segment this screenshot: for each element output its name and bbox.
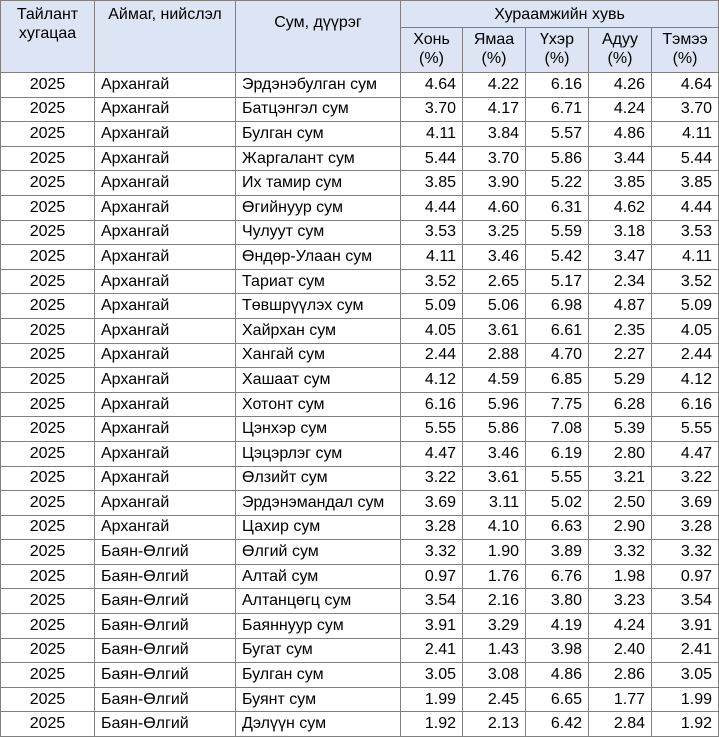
cell-aimag: Архангай: [95, 491, 236, 516]
cell-horse: 2.35: [589, 318, 652, 343]
cell-cattle: 3.98: [526, 638, 589, 663]
cell-horse: 2.40: [589, 638, 652, 663]
header-camel: Тэмээ (%): [652, 28, 719, 73]
cell-cattle: 6.98: [526, 294, 589, 319]
cell-goat: 5.96: [463, 392, 526, 417]
cell-sheep: 2.41: [401, 638, 463, 663]
cell-goat: 3.84: [463, 122, 526, 147]
table-row: [1, 614, 719, 639]
cell-camel: 3.91: [652, 614, 719, 639]
cell-horse: 3.47: [589, 245, 652, 270]
cell-aimag: Архангай: [95, 318, 236, 343]
cell-aimag: Архангай: [95, 417, 236, 442]
cell-sheep: 3.54: [401, 589, 463, 614]
header-cattle: Үхэр (%): [526, 28, 589, 73]
cell-sheep: 1.92: [401, 712, 463, 737]
cell-sheep: 4.11: [401, 245, 463, 270]
cell-camel: 5.55: [652, 417, 719, 442]
cell-camel: 4.12: [652, 368, 719, 393]
cell-cattle: 7.08: [526, 417, 589, 442]
cell-aimag: Баян-Өлгий: [95, 564, 236, 589]
cell-aimag: Архангай: [95, 269, 236, 294]
cell-horse: 2.34: [589, 269, 652, 294]
table-row: [1, 73, 719, 98]
cell-year: 2025: [1, 171, 95, 196]
cell-aimag: Архангай: [95, 392, 236, 417]
cell-sheep: 1.99: [401, 687, 463, 712]
cell-year: 2025: [1, 392, 95, 417]
cell-cattle: 5.17: [526, 269, 589, 294]
table-row: [1, 589, 719, 614]
cell-aimag: Архангай: [95, 73, 236, 98]
cell-horse: 2.80: [589, 441, 652, 466]
cell-horse: 4.62: [589, 195, 652, 220]
cell-sum: Батцэнгэл сум: [236, 97, 401, 122]
cell-year: 2025: [1, 220, 95, 245]
header-row-top: [1, 1, 719, 28]
cell-horse: 3.85: [589, 171, 652, 196]
cell-camel: 0.97: [652, 564, 719, 589]
cell-sum: Их тамир сум: [236, 171, 401, 196]
cell-cattle: 6.19: [526, 441, 589, 466]
cell-year: 2025: [1, 589, 95, 614]
cell-camel: 1.99: [652, 687, 719, 712]
table-row: [1, 712, 719, 737]
cell-sheep: 3.05: [401, 663, 463, 688]
cell-sum: Цэцэрлэг сум: [236, 441, 401, 466]
cell-sheep: 3.85: [401, 171, 463, 196]
table-row: [1, 663, 719, 688]
cell-year: 2025: [1, 614, 95, 639]
cell-cattle: 6.85: [526, 368, 589, 393]
cell-camel: 3.53: [652, 220, 719, 245]
cell-goat: 3.11: [463, 491, 526, 516]
table-row: [1, 318, 719, 343]
cell-sheep: 4.05: [401, 318, 463, 343]
cell-aimag: Архангай: [95, 122, 236, 147]
cell-goat: 2.88: [463, 343, 526, 368]
cell-sheep: 0.97: [401, 564, 463, 589]
cell-aimag: Архангай: [95, 97, 236, 122]
cell-horse: 4.24: [589, 614, 652, 639]
cell-camel: 4.44: [652, 195, 719, 220]
cell-sheep: 4.11: [401, 122, 463, 147]
cell-sheep: 5.55: [401, 417, 463, 442]
cell-year: 2025: [1, 269, 95, 294]
header-sum: Сум, дүүрэг: [236, 1, 401, 73]
cell-year: 2025: [1, 245, 95, 270]
cell-sum: Буянт сум: [236, 687, 401, 712]
cell-sum: Өлзийт сум: [236, 466, 401, 491]
cell-sum: Хангай сум: [236, 343, 401, 368]
cell-aimag: Баян-Өлгий: [95, 712, 236, 737]
cell-goat: 4.10: [463, 515, 526, 540]
cell-aimag: Архангай: [95, 294, 236, 319]
cell-camel: 3.69: [652, 491, 719, 516]
cell-camel: 4.47: [652, 441, 719, 466]
cell-camel: 2.41: [652, 638, 719, 663]
cell-sheep: 3.53: [401, 220, 463, 245]
cell-horse: 2.86: [589, 663, 652, 688]
cell-goat: 3.29: [463, 614, 526, 639]
cell-aimag: Баян-Өлгий: [95, 540, 236, 565]
cell-horse: 6.28: [589, 392, 652, 417]
table-row: [1, 515, 719, 540]
cell-aimag: Баян-Өлгий: [95, 687, 236, 712]
cell-sum: Жаргалант сум: [236, 146, 401, 171]
cell-sheep: 4.64: [401, 73, 463, 98]
cell-sum: Цэнхэр сум: [236, 417, 401, 442]
cell-year: 2025: [1, 146, 95, 171]
cell-goat: 1.76: [463, 564, 526, 589]
cell-aimag: Архангай: [95, 466, 236, 491]
cell-horse: 4.86: [589, 122, 652, 147]
cell-camel: 3.05: [652, 663, 719, 688]
cell-camel: 4.11: [652, 245, 719, 270]
table-row: [1, 294, 719, 319]
cell-sum: Булган сум: [236, 122, 401, 147]
cell-cattle: 4.70: [526, 343, 589, 368]
table-row: [1, 195, 719, 220]
cell-horse: 2.27: [589, 343, 652, 368]
table-row: [1, 343, 719, 368]
cell-horse: 5.29: [589, 368, 652, 393]
cell-camel: 3.52: [652, 269, 719, 294]
cell-goat: 4.17: [463, 97, 526, 122]
cell-goat: 5.86: [463, 417, 526, 442]
table-row: [1, 122, 719, 147]
cell-horse: 5.39: [589, 417, 652, 442]
cell-horse: 3.18: [589, 220, 652, 245]
cell-goat: 3.46: [463, 245, 526, 270]
table-row: [1, 171, 719, 196]
cell-camel: 5.09: [652, 294, 719, 319]
cell-cattle: 3.89: [526, 540, 589, 565]
cell-sheep: 4.47: [401, 441, 463, 466]
cell-sheep: 5.44: [401, 146, 463, 171]
cell-sheep: 6.16: [401, 392, 463, 417]
table-row: [1, 417, 719, 442]
cell-camel: 4.64: [652, 73, 719, 98]
cell-cattle: 5.02: [526, 491, 589, 516]
cell-camel: 4.05: [652, 318, 719, 343]
cell-cattle: 3.80: [526, 589, 589, 614]
cell-year: 2025: [1, 73, 95, 98]
cell-sheep: 5.09: [401, 294, 463, 319]
table-row: [1, 491, 719, 516]
cell-sheep: 3.70: [401, 97, 463, 122]
cell-goat: 3.08: [463, 663, 526, 688]
cell-sum: Тариат сум: [236, 269, 401, 294]
cell-year: 2025: [1, 441, 95, 466]
cell-horse: 4.24: [589, 97, 652, 122]
cell-aimag: Архангай: [95, 195, 236, 220]
cell-camel: 3.32: [652, 540, 719, 565]
cell-cattle: 6.76: [526, 564, 589, 589]
cell-year: 2025: [1, 368, 95, 393]
cell-sum: Өгийнуур сум: [236, 195, 401, 220]
cell-cattle: 4.86: [526, 663, 589, 688]
header-rate-group: Хураамжийн хувь: [401, 1, 719, 28]
cell-sum: Чулуут сум: [236, 220, 401, 245]
cell-aimag: Баян-Өлгий: [95, 614, 236, 639]
cell-goat: 2.45: [463, 687, 526, 712]
cell-aimag: Архангай: [95, 343, 236, 368]
table-body: [1, 73, 719, 737]
cell-sheep: 3.69: [401, 491, 463, 516]
cell-year: 2025: [1, 97, 95, 122]
cell-camel: 3.54: [652, 589, 719, 614]
cell-goat: 3.25: [463, 220, 526, 245]
cell-cattle: 6.61: [526, 318, 589, 343]
table-row: [1, 638, 719, 663]
cell-sum: Бугат сум: [236, 638, 401, 663]
cell-aimag: Архангай: [95, 368, 236, 393]
table-row: [1, 441, 719, 466]
cell-cattle: 6.42: [526, 712, 589, 737]
cell-goat: 4.59: [463, 368, 526, 393]
cell-year: 2025: [1, 638, 95, 663]
cell-cattle: 4.19: [526, 614, 589, 639]
cell-horse: 3.32: [589, 540, 652, 565]
cell-year: 2025: [1, 564, 95, 589]
table-header: [1, 1, 719, 73]
cell-year: 2025: [1, 540, 95, 565]
cell-goat: 2.16: [463, 589, 526, 614]
cell-aimag: Архангай: [95, 515, 236, 540]
cell-year: 2025: [1, 122, 95, 147]
cell-sum: Баяннуур сум: [236, 614, 401, 639]
cell-sum: Хайрхан сум: [236, 318, 401, 343]
cell-goat: 3.61: [463, 318, 526, 343]
cell-goat: 1.43: [463, 638, 526, 663]
table-row: [1, 540, 719, 565]
cell-cattle: 5.86: [526, 146, 589, 171]
cell-camel: 3.85: [652, 171, 719, 196]
cell-horse: 3.21: [589, 466, 652, 491]
table-row: [1, 466, 719, 491]
cell-goat: 3.46: [463, 441, 526, 466]
cell-horse: 2.50: [589, 491, 652, 516]
cell-sheep: 4.44: [401, 195, 463, 220]
cell-year: 2025: [1, 663, 95, 688]
cell-year: 2025: [1, 515, 95, 540]
cell-camel: 2.44: [652, 343, 719, 368]
cell-year: 2025: [1, 294, 95, 319]
cell-sum: Алтай сум: [236, 564, 401, 589]
cell-aimag: Баян-Өлгий: [95, 663, 236, 688]
cell-year: 2025: [1, 343, 95, 368]
cell-aimag: Архангай: [95, 146, 236, 171]
cell-sum: Дэлүүн сум: [236, 712, 401, 737]
cell-year: 2025: [1, 318, 95, 343]
cell-camel: 3.70: [652, 97, 719, 122]
cell-cattle: 5.57: [526, 122, 589, 147]
table-row: [1, 97, 719, 122]
cell-year: 2025: [1, 491, 95, 516]
cell-horse: 3.44: [589, 146, 652, 171]
cell-cattle: 6.16: [526, 73, 589, 98]
cell-cattle: 5.55: [526, 466, 589, 491]
table-row: [1, 220, 719, 245]
cell-camel: 3.28: [652, 515, 719, 540]
cell-camel: 3.22: [652, 466, 719, 491]
header-sheep: Хонь (%): [401, 28, 463, 73]
cell-year: 2025: [1, 466, 95, 491]
cell-aimag: Архангай: [95, 245, 236, 270]
cell-aimag: Архангай: [95, 441, 236, 466]
cell-goat: 4.60: [463, 195, 526, 220]
cell-sum: Эрдэнэбулган сум: [236, 73, 401, 98]
cell-year: 2025: [1, 712, 95, 737]
cell-sum: Өндөр-Улаан сум: [236, 245, 401, 270]
cell-sheep: 3.32: [401, 540, 463, 565]
cell-cattle: 6.63: [526, 515, 589, 540]
cell-horse: 2.84: [589, 712, 652, 737]
cell-sum: Цахир сум: [236, 515, 401, 540]
table-row: [1, 146, 719, 171]
cell-cattle: 5.42: [526, 245, 589, 270]
cell-goat: 3.70: [463, 146, 526, 171]
cell-sheep: 3.22: [401, 466, 463, 491]
cell-cattle: 7.75: [526, 392, 589, 417]
cell-horse: 1.98: [589, 564, 652, 589]
cell-sheep: 4.12: [401, 368, 463, 393]
cell-sum: Хашаат сум: [236, 368, 401, 393]
table-row: [1, 368, 719, 393]
table-row: [1, 269, 719, 294]
cell-horse: 4.87: [589, 294, 652, 319]
cell-sheep: 3.28: [401, 515, 463, 540]
cell-camel: 1.92: [652, 712, 719, 737]
cell-horse: 4.26: [589, 73, 652, 98]
cell-cattle: 5.59: [526, 220, 589, 245]
header-year: Тайлант хугацаа: [1, 1, 95, 73]
cell-aimag: Архангай: [95, 171, 236, 196]
table-row: [1, 687, 719, 712]
cell-goat: 1.90: [463, 540, 526, 565]
cell-goat: 5.06: [463, 294, 526, 319]
header-aimag: Аймаг, нийслэл: [95, 1, 236, 73]
cell-sheep: 2.44: [401, 343, 463, 368]
table-row: [1, 245, 719, 270]
cell-sheep: 3.52: [401, 269, 463, 294]
cell-aimag: Баян-Өлгий: [95, 589, 236, 614]
cell-goat: 3.61: [463, 466, 526, 491]
cell-sum: Өлгий сум: [236, 540, 401, 565]
cell-sum: Булган сум: [236, 663, 401, 688]
cell-sum: Алтанцөгц сум: [236, 589, 401, 614]
cell-cattle: 5.22: [526, 171, 589, 196]
cell-goat: 4.22: [463, 73, 526, 98]
cell-year: 2025: [1, 687, 95, 712]
cell-goat: 3.90: [463, 171, 526, 196]
cell-sum: Төвшрүүлэх сум: [236, 294, 401, 319]
cell-goat: 2.65: [463, 269, 526, 294]
cell-year: 2025: [1, 417, 95, 442]
cell-camel: 4.11: [652, 122, 719, 147]
header-horse: Адуу (%): [589, 28, 652, 73]
table-row: [1, 564, 719, 589]
cell-horse: 3.23: [589, 589, 652, 614]
table-row: [1, 392, 719, 417]
cell-cattle: 6.71: [526, 97, 589, 122]
cell-year: 2025: [1, 195, 95, 220]
cell-cattle: 6.31: [526, 195, 589, 220]
cell-goat: 2.13: [463, 712, 526, 737]
cell-camel: 5.44: [652, 146, 719, 171]
cell-aimag: Архангай: [95, 220, 236, 245]
cell-sheep: 3.91: [401, 614, 463, 639]
cell-sum: Хотонт сум: [236, 392, 401, 417]
cell-horse: 1.77: [589, 687, 652, 712]
cell-cattle: 6.65: [526, 687, 589, 712]
cell-sum: Эрдэнэмандал сум: [236, 491, 401, 516]
cell-aimag: Баян-Өлгий: [95, 638, 236, 663]
cell-horse: 2.90: [589, 515, 652, 540]
cell-camel: 6.16: [652, 392, 719, 417]
header-goat: Ямаа (%): [463, 28, 526, 73]
